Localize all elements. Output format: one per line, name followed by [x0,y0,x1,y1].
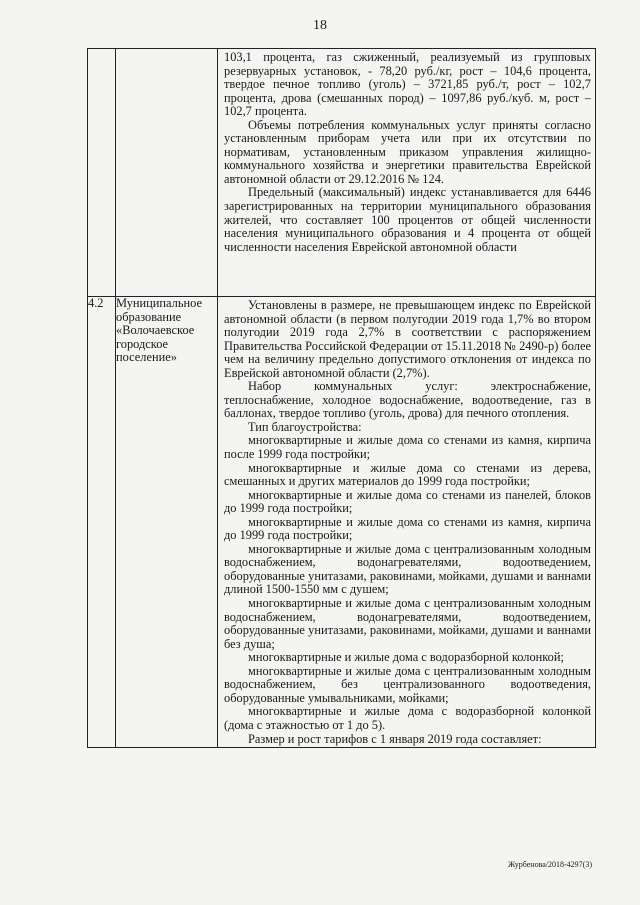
row-number-cell [88,49,116,297]
municipality-cell [116,297,218,748]
list-item: многоквартирные и жилые дома со стенами из дерева, смешанных и других материалов до 1999 года постройки; [224,460,591,489]
list-item: многоквартирные и жилые дома с водоразборной колонкой (дома с этажностью от 1 до 5). [224,704,591,732]
paragraph: Установлены в размере, не превышающем индекс по Еврейской автономной области (в первом полугодии 2019 года 1,7% во втором полугодии 2019 года 2,7% в соответствии с распоряжением Правительства Российской Федерации от 15.11.2018 № 2490-р) более чем на величину предельно допустимого отклонения от индекса по Еврейской автономной области (2,7%). [224,298,591,380]
municipality-line: поселение» [116,350,177,365]
municipality-line: Муниципальное [116,296,202,310]
paragraph: 103,1 процента, газ сжиженный, реализуемый из групповых резервуарных установок, - 78,20 руб./кг, рост – 104,6 процента, твердое печное топливо (уголь) – 3721,85 руб./т, рост – 102,7 процента, дрова (смешанных пород) – 1097,86 руб./куб. м, рост – 102,7 процента. [224,50,591,119]
municipality-line: «Волочаевское [116,323,195,338]
paragraph: Предельный (максимальный) индекс устанавливается для 6446 зарегистрированных на территории муниципального образования жителей, что составляет 100 процентов от общей численности населения муниципального образования и 4 процента от общей численности населения Еврейской автономной области [224,185,591,254]
document-code: Журбенова/2018-4297(3) [508,860,593,869]
list-item: многоквартирные и жилые дома с централизованным холодным водоснабжением, без централизованного водоотведения, оборудованные умывальниками, мойками; [224,663,591,705]
paragraph: Размер и рост тарифов с 1 января 2019 года составляет: [248,731,542,746]
municipality-cell [116,49,218,297]
description-cell [218,49,596,297]
table-row [88,297,596,748]
municipality-line: городское [116,336,169,351]
tariff-table [87,48,596,748]
list-item: многоквартирные и жилые дома со стенами из камня, кирпича после 1999 года постройки; [224,433,591,462]
list-item: многоквартирные и жилые дома со стенами из камня, кирпича до 1999 года постройки; [224,514,591,543]
list-item: многоквартирные и жилые дома с централизованным холодным водоснабжением, водонагревателями, водоотведением, оборудованные унитазами, раковинами, мойками, душами и ваннами длиной 1500-1550 мм с душем; [224,541,591,597]
description-cell [218,297,596,748]
list-item: многоквартирные и жилые дома с централизованным холодным водоснабжением, водонагревателями, водоотведением, оборудованные унитазами, раковинами, мойками, душами и ваннами без душа; [224,596,591,651]
paragraph: Набор коммунальных услуг: электроснабжение, теплоснабжение, холодное водоснабжение, водоотведение, газ в баллонах, твердое топливо (уголь, дрова) для печного отопления. [224,379,591,421]
page-number: 18 [313,18,327,33]
table-row [88,49,596,297]
list-item: многоквартирные и жилые дома со стенами из панелей, блоков до 1999 года постройки; [224,487,591,516]
list-item: многоквартирные и жилые дома с водоразборной колонкой; [248,650,564,665]
row-number-cell: 4.2 [88,297,116,748]
paragraph: Объемы потребления коммунальных услуг приняты согласно установленным приборам учета или при их отсутствии по нормативам, установленным приказом управления жилищно-коммунального хозяйства и энергетики правительства Еврейской автономной области от 29.12.2016 № 124. [224,117,591,186]
paragraph: Тип благоустройства: [248,419,362,434]
municipality-line: образование [116,309,182,324]
